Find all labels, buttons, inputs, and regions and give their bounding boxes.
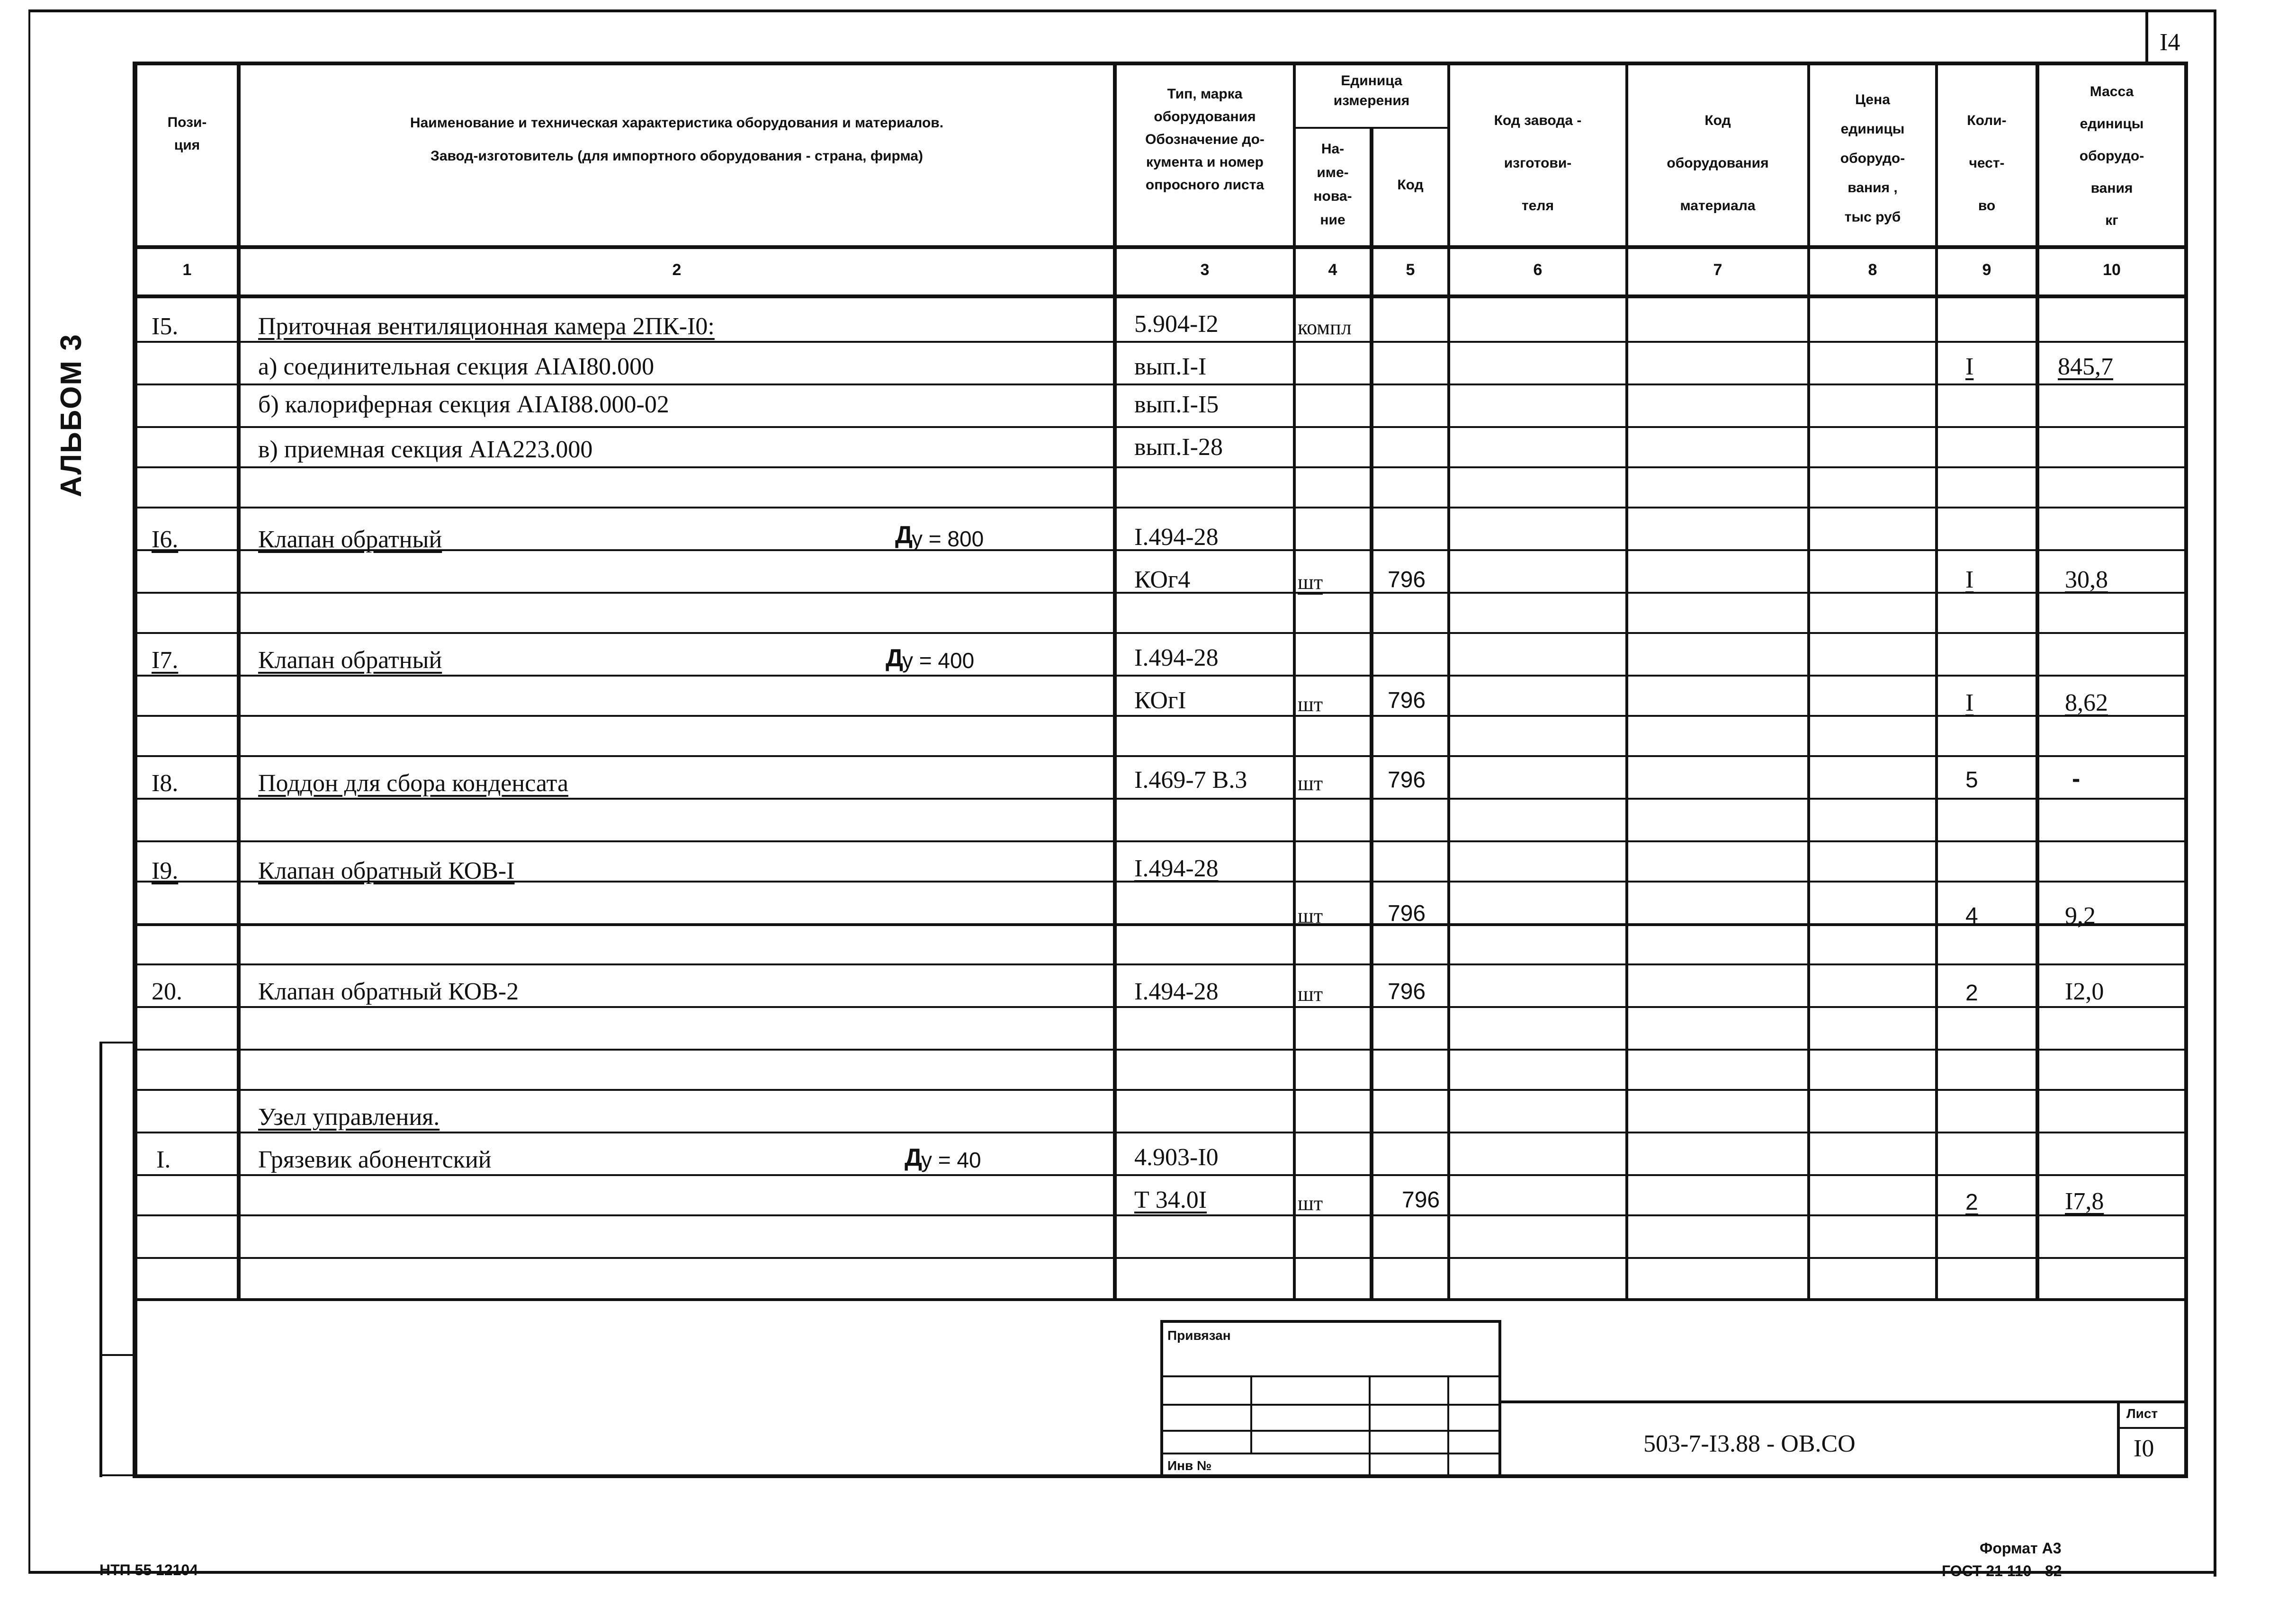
row-position: I8.: [152, 770, 179, 797]
header-text: чест-: [1969, 155, 2005, 171]
document-code: 503-7-I3.88 - ОВ.СО: [1643, 1430, 1856, 1457]
row-qty: 4: [1965, 903, 1978, 928]
row-qty: 5: [1965, 767, 1978, 793]
row-line: [133, 963, 2188, 965]
header-text: Цена: [1855, 92, 1890, 107]
section-title: Узел управления.: [258, 1104, 440, 1131]
col-line-4: [1370, 128, 1373, 1300]
row-qty: 2: [1965, 981, 1978, 1006]
row-position: I9.: [152, 857, 179, 884]
row-line: [133, 675, 2188, 677]
row-dy-value: у = 40: [921, 1148, 981, 1172]
header-text: единицы: [2080, 116, 2144, 132]
header-text: материала: [1680, 198, 1756, 214]
row-type: КОгI: [1134, 687, 1186, 714]
body-bottom: [133, 1298, 2188, 1301]
column-number: 1: [182, 261, 192, 279]
row-line: [133, 755, 2188, 757]
row-line: [133, 1089, 2188, 1091]
header-unit-group: [1296, 71, 1447, 111]
header-text: Пози-: [167, 115, 207, 130]
dy-letter: Д: [886, 644, 904, 672]
row-name: Клапан обратный КОВ-I: [258, 857, 515, 884]
header-col1: [137, 111, 237, 157]
row-type: I.469-7 В.3: [1134, 767, 1247, 794]
header-text: Код завода -: [1494, 113, 1582, 128]
row-mass: I2,0: [2065, 978, 2104, 1005]
list-number: I0: [2134, 1435, 2154, 1462]
header-text: изготови-: [1504, 155, 1572, 171]
row-line: [133, 426, 2188, 428]
row-mass: 9,2: [2065, 902, 2096, 929]
row-line: [133, 507, 2188, 508]
header-text: вания: [2090, 180, 2133, 196]
header-text: ние: [1320, 212, 1345, 228]
corner-sheet-number: I4: [2160, 29, 2180, 56]
row-name: в) приемная секция AIA223.000: [258, 436, 593, 463]
row-qty: I: [1965, 353, 1974, 380]
header-text: оборудования: [1154, 109, 1256, 125]
row-code: 796: [1388, 767, 1426, 793]
column-number: 2: [672, 261, 682, 279]
row-name: Клапан обратный КОВ-2: [258, 978, 519, 1005]
col-line-1: [237, 62, 241, 1300]
row-name: а) соединительная секция AIAI80.000: [258, 353, 655, 380]
header-col3: [1117, 83, 1293, 196]
stamp-line: [1160, 1375, 1501, 1377]
header-text: теля: [1522, 198, 1554, 214]
colnum-bottom: [133, 294, 2188, 298]
header-text: кумента и номер: [1146, 154, 1264, 170]
header-text: Коли-: [1967, 113, 2007, 128]
stamp-inv: Инв №: [1167, 1458, 1212, 1473]
row-unit: шт: [1298, 982, 1323, 1006]
row-unit: шт: [1298, 571, 1323, 594]
row-unit: шт: [1298, 904, 1323, 927]
header-col7: [1628, 99, 1807, 227]
row-line: [133, 840, 2188, 842]
side-strip-left: [99, 1042, 102, 1477]
footer-gost: ГОСТ 21 110 - 82: [1942, 1562, 2062, 1579]
row-qty: 2: [1965, 1190, 1978, 1215]
footer-ntp: НТП 55 12104: [99, 1561, 198, 1578]
row-line: [133, 1006, 2188, 1008]
column-number: 8: [1868, 261, 1877, 279]
header-text: Код: [1704, 113, 1731, 128]
frame-left: [28, 9, 30, 1572]
row-type: Т 34.0I: [1134, 1186, 1207, 1213]
row-unit: шт: [1298, 1192, 1323, 1215]
col-line-9: [2036, 62, 2039, 1300]
list-box-left: [2117, 1400, 2120, 1477]
row-name: Клапан обратный: [258, 647, 442, 674]
column-number: 4: [1328, 261, 1337, 279]
row-position: I5.: [152, 313, 179, 340]
header-text: На-: [1321, 141, 1345, 157]
row-type: I.494-28: [1134, 978, 1219, 1005]
col-line-2: [1113, 62, 1117, 1300]
header-col10: [2039, 76, 2184, 237]
row-position: I.: [156, 1146, 171, 1173]
header-col2: [241, 107, 1113, 173]
header-text: Завод-изготовитель (для импортного оборудования - страна, фирма): [430, 148, 923, 164]
row-unit: шт: [1298, 693, 1323, 716]
corner-box-left: [2145, 9, 2148, 62]
stamp-vline: [1250, 1375, 1252, 1453]
row-line: [133, 1214, 2188, 1216]
row-dy-symbol: [895, 521, 913, 549]
table-top: [133, 62, 2188, 65]
header-text: Наименование и техническая характеристика оборудования и материалов.: [410, 115, 944, 131]
unit-group-split: [1293, 127, 1449, 129]
row-mass: 30,8: [2065, 566, 2108, 593]
header-text: ция: [174, 137, 200, 153]
row-type: КОг4: [1134, 566, 1191, 593]
column-number: 9: [1982, 261, 1991, 279]
header-text: опросного листа: [1145, 177, 1265, 193]
row-line: [133, 632, 2188, 634]
header-text: оборудо-: [2079, 148, 2144, 164]
row-line: [133, 715, 2188, 717]
header-col6: [1450, 99, 1625, 227]
row-code: 796: [1388, 979, 1426, 1004]
row-code: 796: [1388, 567, 1426, 592]
table-left: [133, 62, 137, 1477]
row-type: вып.I-I5: [1134, 391, 1219, 418]
row-name: Поддон для сбора конденсата: [258, 770, 569, 797]
row-qty: I: [1965, 566, 1974, 593]
table-right: [2184, 62, 2188, 1477]
row-type: I.494-28: [1134, 855, 1219, 882]
row-type: 4.903-I0: [1134, 1144, 1219, 1171]
row-dy-value: у = 800: [912, 526, 984, 551]
row-code: 796: [1388, 688, 1426, 713]
header-text: единицы: [1840, 121, 1905, 137]
row-mass: 8,62: [2065, 689, 2108, 716]
album-label: АЛЬБОМ 3: [55, 333, 88, 497]
row-unit: компл: [1298, 316, 1352, 339]
row-position: I7.: [152, 647, 179, 674]
column-number: 6: [1533, 261, 1543, 279]
column-number: 5: [1406, 261, 1415, 279]
header-text: измерения: [1333, 93, 1410, 108]
stamp-box-top: [1160, 1320, 1501, 1323]
header-text: Обозначение до-: [1145, 132, 1265, 147]
stamp-privyazan: Привязан: [1167, 1328, 1231, 1343]
header-text: во: [1978, 198, 1996, 214]
row-mass: I7,8: [2065, 1188, 2104, 1215]
stamp-line: [1160, 1453, 1501, 1454]
row-code: 796: [1402, 1187, 1440, 1213]
row-type: 5.904-I2: [1134, 311, 1219, 338]
doc-code-top: [1501, 1400, 2188, 1403]
stamp-vline: [1447, 1375, 1449, 1477]
column-number: 10: [2103, 261, 2121, 279]
row-name: Клапан обратный: [258, 526, 442, 553]
row-line: [133, 798, 2188, 800]
row-position: I6.: [152, 526, 179, 553]
dy-letter: Д: [895, 521, 913, 549]
header-text: тыс руб: [1844, 209, 1901, 225]
row-dy-value: у = 400: [902, 648, 975, 673]
row-line: [133, 1132, 2188, 1133]
row-dy-symbol: [905, 1143, 922, 1172]
row-type: I.494-28: [1134, 524, 1219, 551]
side-strip-line: [99, 1354, 135, 1356]
row-unit: шт: [1298, 772, 1323, 795]
header-text: оборудо-: [1840, 151, 1905, 166]
dy-letter: Д: [905, 1144, 923, 1171]
frame-right: [2214, 9, 2216, 1577]
frame-top: [28, 9, 2216, 12]
stamp-vline: [1369, 1375, 1371, 1477]
stamp-line: [1160, 1404, 1501, 1406]
row-type: вып.I-28: [1134, 434, 1223, 461]
list-label: Лист: [2126, 1406, 2158, 1421]
row-name: б) калориферная секция AIAI88.000-02: [258, 391, 669, 418]
list-box-mid: [2117, 1427, 2188, 1429]
header-col9: [1938, 99, 2036, 227]
row-line: [133, 923, 2188, 926]
row-mass: 845,7: [2058, 353, 2113, 380]
row-line: [133, 1174, 2188, 1176]
header-text: нова-: [1313, 188, 1352, 204]
row-position: 20.: [152, 978, 182, 1005]
side-strip-line: [99, 1474, 135, 1476]
row-name: Грязевик абонентский: [258, 1146, 492, 1173]
header-col4: [1296, 137, 1370, 232]
header-text: вания ,: [1848, 180, 1898, 196]
row-code: 796: [1388, 901, 1426, 926]
header-col5: Код: [1397, 177, 1424, 193]
stamp-line: [1160, 1430, 1501, 1432]
row-line: [133, 1257, 2188, 1259]
row-line: [133, 1049, 2188, 1051]
column-number: 7: [1713, 261, 1722, 279]
row-name: Приточная вентиляционная камера 2ПК-I0:: [258, 313, 715, 340]
side-strip-line: [99, 1042, 135, 1043]
header-text: име-: [1317, 165, 1349, 180]
column-number: 3: [1200, 261, 1210, 279]
header-text: Единица: [1341, 73, 1402, 89]
row-qty: I: [1965, 689, 1974, 716]
frame-bottom: [28, 1571, 2216, 1574]
row-line: [133, 383, 2188, 385]
header-text: Масса: [2090, 84, 2134, 99]
row-type: вып.I-I: [1134, 353, 1207, 380]
row-dy-symbol: [886, 644, 903, 672]
row-type: I.494-28: [1134, 644, 1219, 671]
row-line: [133, 341, 2188, 343]
row-line: [133, 466, 2188, 468]
header-col8: [1810, 85, 1935, 232]
header-text: Тип, марка: [1167, 86, 1243, 102]
footer-format: Формат А3: [1980, 1540, 2062, 1557]
header-text: кг: [2105, 213, 2118, 228]
header-text: оборудования: [1667, 155, 1769, 171]
row-mass: -: [2072, 765, 2081, 793]
